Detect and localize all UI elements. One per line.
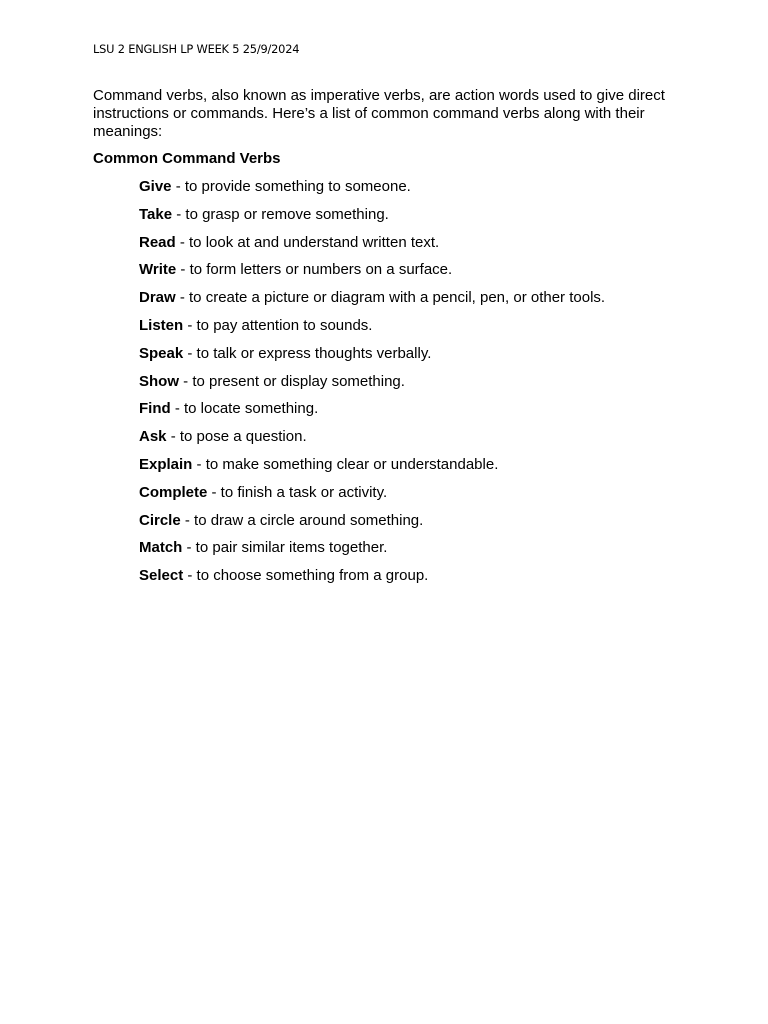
list-item-text <box>139 484 387 502</box>
list-item-text <box>139 512 423 530</box>
verb-definition: - to pose a question. <box>166 428 307 446</box>
list-item-text <box>139 234 439 252</box>
section-heading: Common Command Verbs <box>93 150 281 167</box>
verb-definition: - to finish a task or activity. <box>207 483 388 501</box>
verb-definition: - to choose something from a group. <box>183 567 429 585</box>
list-item-text <box>139 400 318 418</box>
verb-term: Give <box>139 178 172 195</box>
verb-definition: - to talk or express thoughts verbally. <box>183 344 432 362</box>
list-item-text <box>139 456 498 474</box>
verb-definition: - to locate something. <box>170 400 319 418</box>
list-item-text <box>139 289 605 307</box>
verb-term: Listen <box>139 316 184 334</box>
verb-term: Write <box>139 261 177 279</box>
verb-term: Complete <box>139 483 208 501</box>
verb-term: Take <box>139 205 173 223</box>
verb-definition: - to pair similar items together. <box>182 539 388 557</box>
list-item-text <box>139 345 431 363</box>
list-item-text <box>139 178 411 196</box>
verb-definition: - to draw a circle around something. <box>180 511 424 529</box>
verb-term: Draw <box>139 289 176 307</box>
verb-term: Explain <box>139 455 193 473</box>
verb-definition: - to form letters or numbers on a surface. <box>176 261 453 279</box>
list-item-text <box>139 428 307 446</box>
list-item-text <box>139 567 428 585</box>
verb-definition: - to create a picture or diagram with a pencil, pen, or other tools. <box>175 289 606 307</box>
verb-definition: - to pay attention to sounds. <box>183 316 373 334</box>
list-item-text <box>139 206 389 224</box>
intro-paragraph: Command verbs, also known as imperative verbs, are action words used to give direct instructions or commands. Here’s a list of common command verbs along with their meanings: <box>93 87 665 140</box>
verb-definition: - to grasp or remove something. <box>172 205 389 223</box>
list-item-text <box>139 539 387 557</box>
list-item-text <box>139 373 405 391</box>
verb-term: Circle <box>139 511 181 529</box>
list-item-text <box>139 261 452 279</box>
verb-definition: - to look at and understand written text. <box>175 233 440 251</box>
verb-definition: - to present or display something. <box>179 372 405 390</box>
verb-definition: - to provide something to someone. <box>171 178 411 195</box>
verb-definition: - to make something clear or understandable. <box>192 455 499 473</box>
verb-term: Speak <box>139 344 184 362</box>
verb-term: Ask <box>139 428 167 446</box>
page-header: LSU 2 ENGLISH LP WEEK 5 25/9/2024 <box>93 42 300 56</box>
list-item-text <box>139 317 372 335</box>
verb-term: Select <box>139 567 184 585</box>
verb-term: Read <box>139 233 176 251</box>
verb-term: Find <box>139 400 171 418</box>
verb-term: Show <box>139 372 179 390</box>
verb-term: Match <box>139 539 183 557</box>
